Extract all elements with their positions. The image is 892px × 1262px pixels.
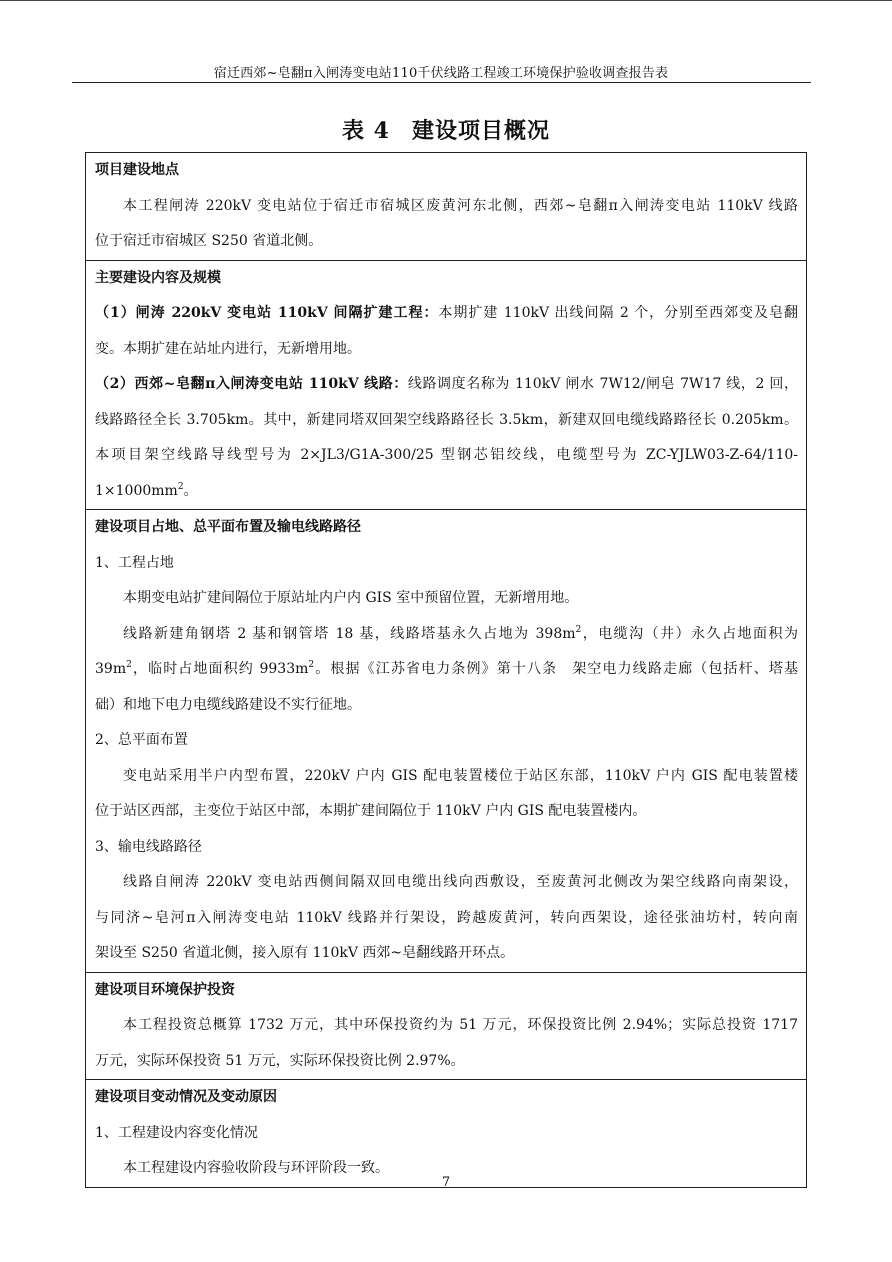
text-run: 1×1000mm — [95, 482, 178, 499]
text-run: 39m — [95, 661, 127, 677]
paragraph-line: 架设至 S250 省道北侧，接入原有 110kV 西郊~皂翻线路开环点。 — [95, 945, 515, 961]
paragraph-line: 本工程建设内容验收阶段与环评阶段一致。 — [123, 1160, 389, 1176]
paragraph-line: 万元，实际环保投资 51 万元，实际环保投资比例 2.97%。 — [95, 1052, 465, 1069]
header-rule — [72, 82, 811, 83]
section-location — [86, 153, 806, 260]
paragraph-line — [95, 617, 798, 653]
item-title: （2）西郊~皂翻π入闸涛变电站 110kV 线路： — [95, 376, 408, 392]
project-overview-table — [85, 152, 807, 1188]
item-title: （1）闸涛 220kV 变电站 110kV 间隔扩建工程： — [95, 305, 439, 321]
section-scale — [86, 260, 806, 510]
section-heading: 项目建设地点 — [95, 162, 179, 178]
section-heading: 建设项目占地、总平面布置及输电线路路径 — [95, 519, 361, 535]
table-title-text: 建设项目概况 — [411, 118, 550, 144]
paragraph-line: 位于站区西部，主变位于站区中部，本期扩建间隔位于 110kV 户内 GIS 配电装置楼内。 — [95, 803, 647, 819]
table-title — [0, 114, 892, 145]
superscript: 2 — [575, 624, 582, 635]
paragraph-line: 线路自闸涛 220kV 变电站西侧间隔双回电缆出线向西敷设，至废黄河北侧改为架空线路向南架设， — [123, 874, 798, 890]
subsection-heading: 1、工程建设内容变化情况 — [95, 1124, 258, 1141]
page-top-border — [0, 0, 892, 1]
section-heading: 建设项目环境保护投资 — [95, 981, 235, 998]
subsection-heading: 2、总平面布置 — [95, 732, 188, 748]
paragraph-line: 与同济~皂河π入闸涛变电站 110kV 线路并行架设，跨越废黄河，转向西架设，途径张油坊村，转向南 — [95, 909, 798, 926]
text-run: 。 — [183, 482, 198, 499]
subsection-heading: 3、输电线路路径 — [95, 838, 202, 855]
superscript: 2 — [308, 660, 315, 670]
page-number: 7 — [441, 1175, 451, 1190]
paragraph-line — [95, 367, 798, 403]
paragraph-line: 变。本期扩建在站址内进行，无新增用地。 — [95, 340, 361, 357]
superscript: 2 — [126, 660, 132, 670]
paragraph-line: 本工程投资总概算 1732 万元，其中环保投资约为 51 万元，环保投资比例 2.94%；实际总投资 1717 — [123, 1017, 798, 1033]
paragraph-line — [95, 474, 798, 510]
paragraph-line: 础）和地下电力电缆线路建设不实行征地。 — [95, 696, 361, 713]
text-run: 。根据《江苏省电力条例》第十八条 架空电力线路走廊（包括杆、塔基 — [314, 661, 798, 677]
text-run: ，临时占地面积约 9933m — [131, 661, 309, 677]
paragraph-line: 位于宿迁市宿城区 S250 省道北侧。 — [95, 233, 323, 249]
superscript: 2 — [177, 481, 184, 492]
running-header: 宿迁西郊~皂翻π入闸涛变电站110千伏线路工程竣工环境保护验收调查报告表 — [213, 66, 669, 81]
paragraph-line: 变电站采用半户内型布置，220kV 户内 GIS 配电装置楼位于站区东部，110kV 户内 GIS 配电装置楼 — [123, 767, 798, 784]
item-text: 本期扩建 110kV 出线间隔 2 个，分别至西郊变及皂翻 — [438, 305, 798, 321]
paragraph-line: 线路路径全长 3.705km。其中，新建同塔双回架空线路路径长 3.5km，新建双回电缆线路路径长 0.205km。 — [95, 411, 798, 428]
section-heading: 建设项目变动情况及变动原因 — [95, 1089, 277, 1105]
subsection-heading: 1、工程占地 — [95, 554, 174, 571]
table-title-number: 表 4 — [342, 118, 390, 144]
paragraph-line: 本期变电站扩建间隔位于原站址内户内 GIS 室中预留位置，无新增用地。 — [123, 590, 579, 606]
paragraph-line: 本项目架空线路导线型号为 2×JL3/G1A-300/25 型钢芯铝绞线，电缆型号为 ZC-YJLW03-Z-64/110- — [95, 447, 798, 463]
section-changes — [86, 1079, 806, 1187]
paragraph-line — [95, 296, 798, 332]
section-heading: 主要建设内容及规模 — [95, 269, 221, 286]
section-environmental-investment — [86, 972, 806, 1080]
text-run: ，电缆沟（井）永久占地面积为 — [581, 625, 798, 642]
section-land-layout-route — [86, 509, 806, 972]
text-run: 线路新建角钢塔 2 基和钢管塔 18 基，线路塔基永久占地为 398m — [123, 625, 576, 642]
item-text: 线路调度名称为 110kV 闸水 7W12/闸皂 7W17 线，2 回， — [407, 376, 798, 392]
paragraph-line — [95, 652, 798, 688]
paragraph-line: 本工程闸涛 220kV 变电站位于宿迁市宿城区废黄河东北侧，西郊~皂翻π入闸涛变电站 110kV 线路 — [123, 197, 798, 214]
